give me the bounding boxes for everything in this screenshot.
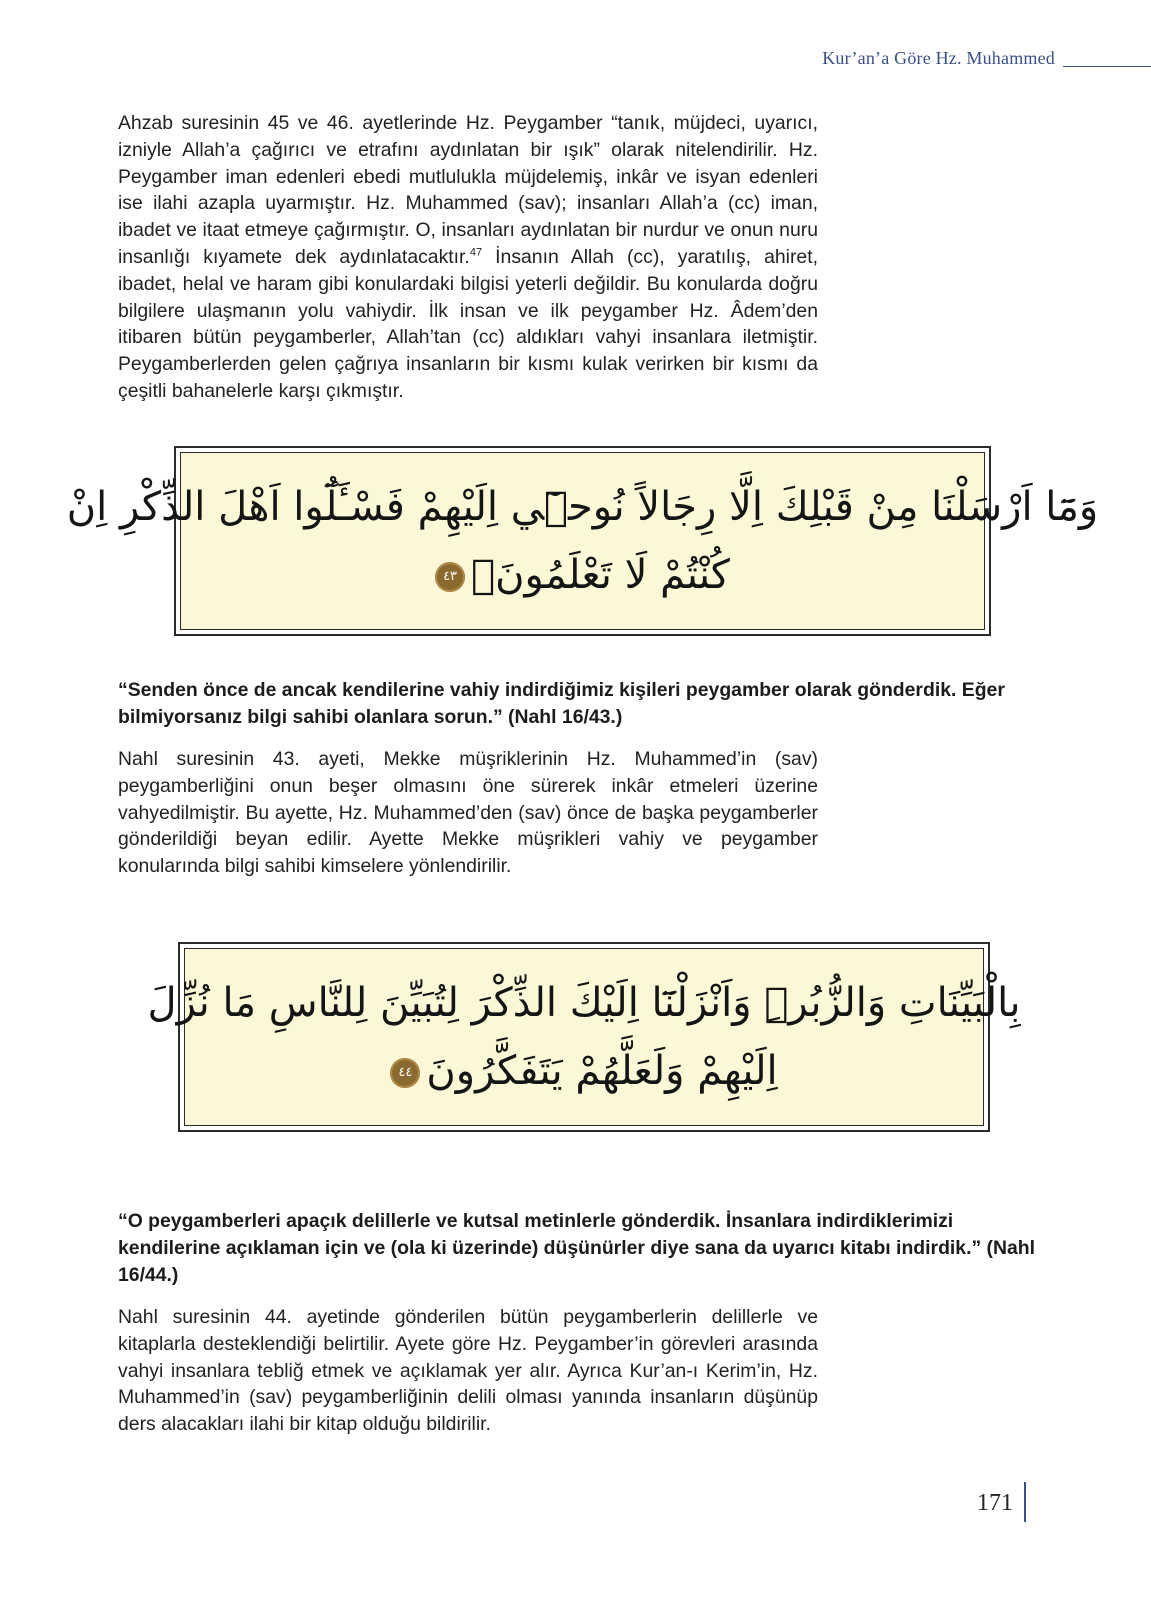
verse-box-nahl-44 [147, 942, 1021, 1132]
verse-43-line-1: وَمَٓا اَرْسَلْنَا مِنْ قَبْلِكَ اِلَّا رِجَالاً نُوح۪ٓي اِلَيْهِمْ فَسْـَٔلُٓوا اَهْلَ الذِّكْرِ اِنْ [66, 484, 1099, 530]
header-rule [1063, 66, 1151, 67]
quote-translation-44: “O peygamberleri apaçık delillerle ve kutsal metinlerle gönderdik. İnsanlara indirdiklerimizi kendilerine açıklaman için ve (ola ki üzerinde) düşünürler diye sana da uyarıcı kitabı indirdik.” (Nahl 16/44.) [118, 1210, 1036, 1286]
ayah-number-icon: ٤٤ [390, 1058, 420, 1088]
ayah-number-icon: ٤٣ [435, 562, 465, 592]
paragraph-nahl-43: Nahl suresinin 43. ayeti, Mekke müşriklerinin Hz. Muhammed’in (sav) peygamberliğini onun beşer olmasını öne sürerek inkâr etmeleri üzerine vahyedilmiştir. Bu ayette, Hz. Muhammed’den (sav) önce de başka peygamberler gönderildiği beyan edilir. Ayette Mekke müşrikleri vahiy ve peygamber konularında bilgi sahibi kimselere yönlendirilir. [118, 748, 818, 878]
verse-box-nahl-43 [66, 446, 1099, 636]
page-number-rule [1024, 1482, 1026, 1522]
verse-panel [66, 452, 1099, 630]
verse-43-line-2 [435, 541, 730, 609]
paragraph-intro-text-b: İnsanın Allah (cc), yaratılış, ahiret, ibadet, helal ve haram gibi konulardaki bilgisi yeterli değildir. Bu konularda doğru bilgilere ulaşmanın yolu vahiydir. İlk insan ve ilk peygamber Hz. Âdem’den itibaren bütün peygamberler, Allah’tan (cc) aldıkları vahyi insanlara iletmiştir. Peygamberlerden gelen çağrıya insanların bir kısmı kulak verirken bir kısmı da çeşitli bahanelerle karşı çıkmıştır. [118, 245, 818, 402]
verse-44-line-1: بِالْبَيِّنَاتِ وَالزُّبُرِۜ وَاَنْزَلْنَٓا اِلَيْكَ الذِّكْرَ لِتُبَيِّنَ لِلنَّاسِ مَا نُزِّلَ [147, 980, 1021, 1026]
verse-43-line-2-text: كُنْتُمْ لَا تَعْلَمُونَۙ [471, 552, 730, 598]
verse-panel [147, 948, 1021, 1126]
verse-44-line-2-text: اِلَيْهِمْ وَلَعَلَّهُمْ يَتَفَكَّرُونَ [426, 1048, 778, 1094]
paragraph-nahl-44: Nahl suresinin 44. ayetinde gönderilen bütün peygamberlerin delillerle ve kitaplarla desteklendiği belirtilir. Ayete göre Hz. Peygamber’in görevleri arasında vahyi insanlara tebliğ etmek ve açıklamak yer alır. Ayrıca Kur’an-ı Kerim’in, Hz. Muhammed’in (sav) peygamberliğinin delili olması yanında insanların düşünüp ders alacakları ilahi bir kitap olduğu bildirilir. [118, 1306, 818, 1436]
paragraph-intro-text-a: Ahzab suresinin 45 ve 46. ayetlerinde Hz. Peygamber “tanık, müjdeci, uyarıcı, izniyle Allah’a çağırıcı ve etrafını aydınlatan bir ışık” olarak nitelendirilir. Hz. Peygamber iman edenleri ebedi mutlulukla müjdelemiş, inkâr ve isyan edenleri ise ilahi azapla uyarmıştır. Hz. Muhammed (sav); insanları Allah’a (cc) iman, ibadet ve itaat etmeye çağırmıştır. O, insanları aydınlatan bir nurdur ve onun nuru insanlığı kıyamete dek aydınlatacaktır. [118, 112, 818, 268]
footnote-ref: 47 [469, 246, 483, 259]
paragraph-intro [118, 110, 818, 405]
running-header-title: Kur’an’a Göre Hz. Muhammed [822, 48, 1055, 68]
verse-44-line-2 [390, 1037, 777, 1105]
quote-translation-43: “Senden önce de ancak kendilerine vahiy indirdiğimiz kişileri peygamber olarak gönderdik. Eğer bilmiyorsanız bilgi sahibi olanlara sorun.” (Nahl 16/43.) [118, 679, 1005, 728]
page-number: 171 [977, 1490, 1013, 1516]
